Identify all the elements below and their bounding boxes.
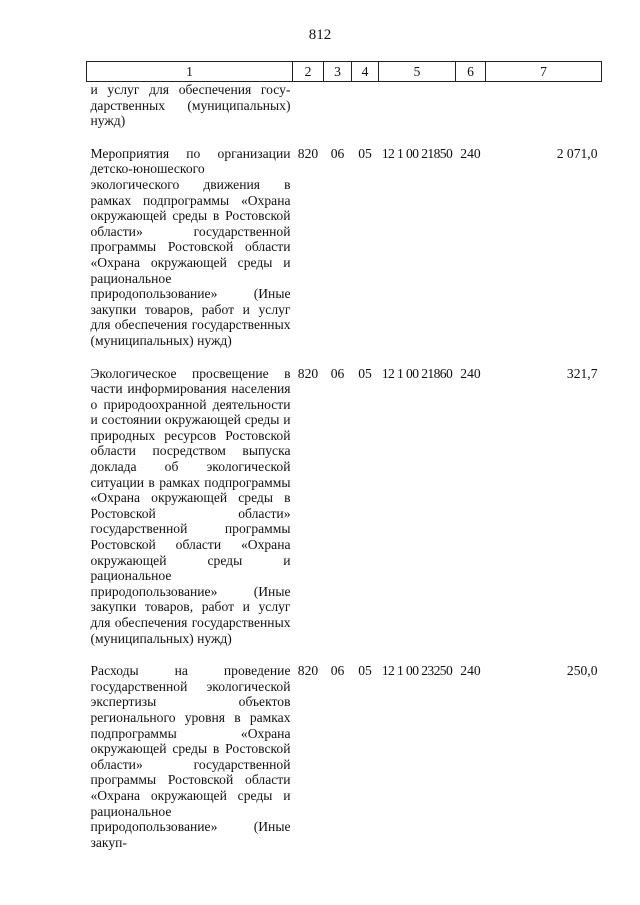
table-row <box>87 366 602 647</box>
row-subsection: 05 <box>358 145 372 161</box>
row-target-article: 12 1 00 21850 <box>381 145 453 161</box>
row-amount: 321,7 <box>566 365 598 381</box>
row-section: 06 <box>330 145 345 161</box>
row-amount: 2 071,0 <box>556 145 598 161</box>
table-body <box>87 82 602 851</box>
header-col-3: 3 <box>324 62 352 82</box>
row-amount <box>486 82 602 129</box>
header-col-7: 7 <box>486 62 602 82</box>
page-number: 812 <box>308 27 332 43</box>
row-description: Экологическое просвещение в части информирования населения о природоохранной деятельности и состоянии окружающей среды и природных ресурсов Ростовской области посредством выпуска доклада об экологической ситуации в рамках подпрограммы «Охрана окружающей среды в Ростовской области» государственной программы Ростовской области «Охрана окружающей среды и рациональное природопользование» (Иные закупки товаров, работ и услуг для обеспечения государственных (муниципальных) нужд) <box>90 365 291 646</box>
table-row <box>87 82 602 129</box>
row-spacer <box>87 646 602 663</box>
table-row <box>87 146 602 349</box>
row-amount: 250,0 <box>566 663 598 679</box>
header-row <box>87 62 602 82</box>
row-target-article: 12 1 00 21860 <box>381 365 453 381</box>
header-col-5: 5 <box>379 62 456 82</box>
row-ministry: 820 <box>297 365 319 381</box>
row-subsection <box>352 82 379 129</box>
row-section: 06 <box>330 663 345 679</box>
row-spacer <box>87 349 602 366</box>
row-spacer <box>87 129 602 146</box>
budget-table <box>86 61 602 850</box>
row-ministry <box>293 82 324 129</box>
row-subsection: 05 <box>358 365 372 381</box>
row-expense-type: 240 <box>460 145 481 161</box>
row-expense-type: 240 <box>460 663 481 679</box>
row-section <box>324 82 352 129</box>
header-col-2: 2 <box>293 62 324 82</box>
row-expense-type <box>456 82 486 129</box>
row-description: Мероприятия по организации детско-юношеского экологического движения в рамках подпрограммы «Охрана окружающей среды в Ростовской области» государственной программы Ростовской области «Охрана окружающей среды и рациональное природопользование» (Иные закупки товаров, работ и услуг для обеспечения государственных (муниципальных) нужд) <box>90 145 291 348</box>
header-col-6: 6 <box>456 62 486 82</box>
row-ministry: 820 <box>297 663 319 679</box>
row-section: 06 <box>330 365 345 381</box>
table-row <box>87 663 602 850</box>
header-col-4: 4 <box>352 62 379 82</box>
row-target-article <box>379 82 456 129</box>
row-target-article: 12 1 00 23250 <box>381 663 453 679</box>
row-ministry: 820 <box>297 145 319 161</box>
row-description: Расходы на проведение государственной экологической экспертизы объектов регионального уровня в рамках подпрограммы «Охрана окружающей среды в Ростовской области» государственной программы Ростовской области «Охрана окружающей среды и рациональное природопользование» (Иные закуп- <box>90 663 291 850</box>
row-subsection: 05 <box>358 663 372 679</box>
row-description: и услуг для обеспечения государственных (муниципальных) нужд) <box>90 82 291 129</box>
row-expense-type: 240 <box>460 365 481 381</box>
header-col-1: 1 <box>87 62 293 82</box>
table-header <box>87 62 602 82</box>
